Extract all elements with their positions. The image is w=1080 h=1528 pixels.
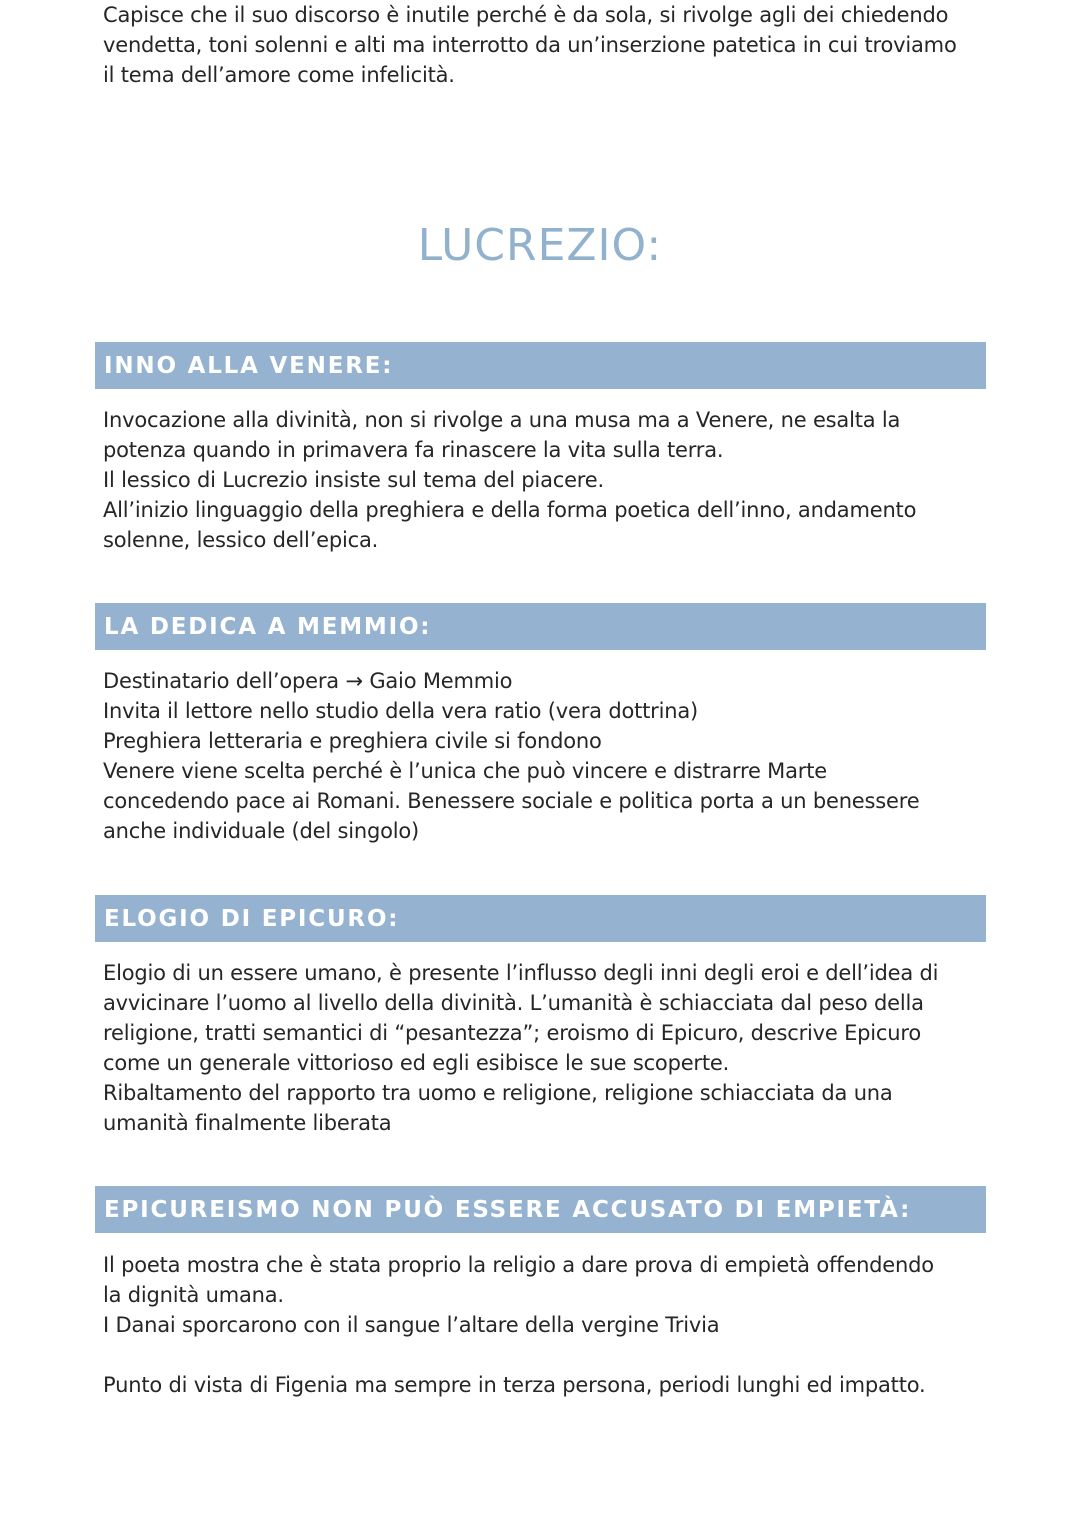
section-header-la-dedica-a-memmio <box>95 603 986 650</box>
text-line: religione, tratti semantici di “pesantezza”; eroismo di Epicuro, descrive Epicuro <box>103 1021 922 1045</box>
text-line: Invocazione alla divinità, non si rivolge a una musa ma a Venere, ne esalta la <box>103 408 901 432</box>
section-body-elogio-di-epicuro <box>103 958 983 1138</box>
text-line: avvicinare l’uomo al livello della divinità. L’umanità è schiacciata dal peso della <box>103 991 924 1015</box>
text-line: umanità finalmente liberata <box>103 1111 392 1135</box>
section-heading: INNO ALLA VENERE: <box>104 352 394 379</box>
section-header-elogio-di-epicuro <box>95 895 986 942</box>
text-line: Il poeta mostra che è stata proprio la religio a dare prova di empietà offendendo <box>103 1253 934 1277</box>
text-line: come un generale vittorioso ed egli esibisce le sue scoperte. <box>103 1051 730 1075</box>
text-line: Il lessico di Lucrezio insiste sul tema del piacere. <box>103 468 604 492</box>
text-line: I Danai sporcarono con il sangue l’altare della vergine Trivia <box>103 1313 720 1337</box>
text-line: Preghiera letteraria e preghiera civile si fondono <box>103 729 602 753</box>
section-heading: ELOGIO DI EPICURO: <box>104 905 400 932</box>
text-line: Capisce che il suo discorso è inutile perché è da sola, si rivolge agli dei chiedendo <box>103 3 949 27</box>
section-heading: LA DEDICA A MEMMIO: <box>104 613 432 640</box>
closing-paragraph <box>103 1370 983 1400</box>
section-header-epicureismo-empieta <box>95 1186 986 1233</box>
text-line: All’inizio linguaggio della preghiera e della forma poetica dell’inno, andamento <box>103 498 917 522</box>
text-line: solenne, lessico dell’epica. <box>103 528 379 552</box>
text-line: potenza quando in primavera fa rinascere la vita sulla terra. <box>103 438 724 462</box>
text-line: il tema dell’amore come infelicità. <box>103 63 455 87</box>
text-line: Elogio di un essere umano, è presente l’influsso degli inni degli eroi e dell’idea di <box>103 961 939 985</box>
text-line: Destinatario dell’opera → Gaio Memmio <box>103 669 513 693</box>
text-line: Ribaltamento del rapporto tra uomo e religione, religione schiacciata da una <box>103 1081 893 1105</box>
text-line: anche individuale (del singolo) <box>103 819 420 843</box>
text-line: Punto di vista di Figenia ma sempre in terza persona, periodi lunghi ed impatto. <box>103 1373 926 1397</box>
text-line: Venere viene scelta perché è l’unica che può vincere e distrarre Marte <box>103 759 827 783</box>
text-line: vendetta, toni solenni e alti ma interrotto da un’inserzione patetica in cui troviamo <box>103 33 957 57</box>
text-line: Invita il lettore nello studio della vera ratio (vera dottrina) <box>103 699 699 723</box>
section-body-inno-alla-venere <box>103 405 983 555</box>
intro-paragraph <box>103 0 983 90</box>
section-heading: EPICUREISMO NON PUÒ ESSERE ACCUSATO DI EMPIETÀ: <box>104 1196 912 1223</box>
text-line: la dignità umana. <box>103 1283 284 1307</box>
section-body-la-dedica-a-memmio <box>103 666 983 846</box>
section-body-epicureismo-empieta <box>103 1250 983 1340</box>
section-header-inno-alla-venere <box>95 342 986 389</box>
page-title: LUCREZIO: <box>417 220 663 271</box>
text-line: concedendo pace ai Romani. Benessere sociale e politica porta a un benessere <box>103 789 920 813</box>
